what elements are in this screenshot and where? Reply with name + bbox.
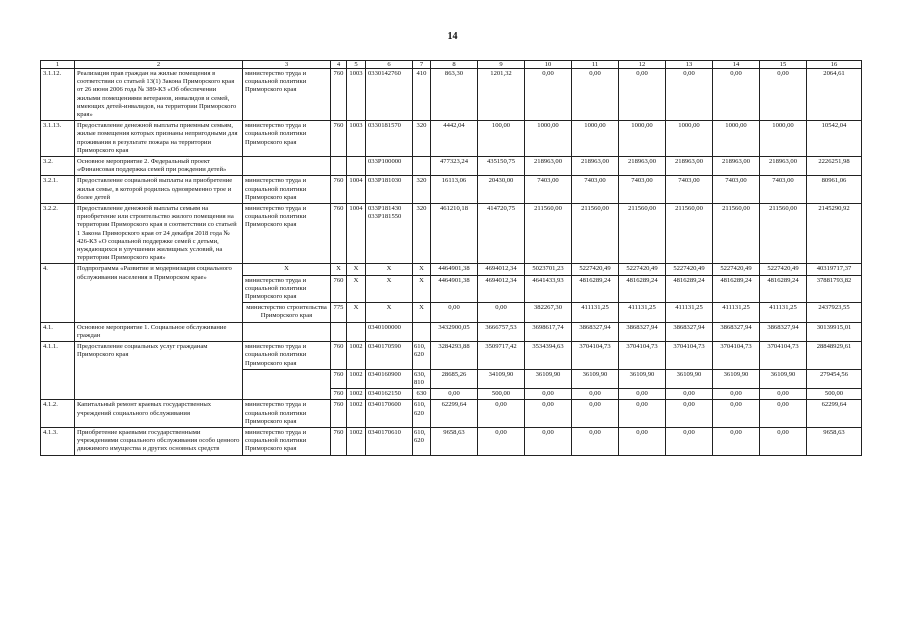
total-amount-cell: 2145290,92 [807, 204, 862, 264]
amount-cell: 62299,64 [431, 400, 478, 428]
total-amount-cell: 2226251,98 [807, 157, 862, 176]
amount-cell: 477323,24 [431, 157, 478, 176]
amount-cell: 0,00 [525, 389, 572, 400]
amount-cell: 0,00 [666, 389, 713, 400]
amount-cell: 3704104,73 [760, 342, 807, 370]
column-header: 10 [525, 61, 572, 69]
table-row [41, 322, 862, 341]
amount-cell: 0,00 [431, 389, 478, 400]
grbs-code: 760 [331, 275, 347, 303]
amount-cell: 7403,00 [619, 176, 666, 204]
amount-cell: 0,00 [619, 400, 666, 428]
expense-type-code: 610, 620 [413, 342, 431, 370]
column-header: 12 [619, 61, 666, 69]
grbs-code: 760 [331, 369, 347, 388]
amount-cell: 5227420,49 [760, 264, 807, 275]
row-number: 4. [41, 264, 75, 322]
measure-description: Приобретение краевыми государственными учреждениями социального обслуживания особо ценного движимого имущества и других основных средств [75, 427, 243, 455]
responsible-executor: министерство строительства Приморского края [243, 303, 331, 322]
amount-cell: 0,00 [572, 389, 619, 400]
row-number: 4.1.1. [41, 342, 75, 400]
amount-cell: 3432900,05 [431, 322, 478, 341]
amount-cell: 435150,75 [478, 157, 525, 176]
total-amount-cell: 10542,04 [807, 121, 862, 157]
amount-cell: 414720,75 [478, 204, 525, 264]
section-code: 1002 [347, 389, 366, 400]
total-amount-cell: 37881793,82 [807, 275, 862, 303]
amount-cell: 0,00 [525, 69, 572, 121]
amount-cell: 4816289,24 [760, 275, 807, 303]
amount-cell: 0,00 [525, 400, 572, 428]
total-amount-cell: 30139915,01 [807, 322, 862, 341]
amount-cell: 36109,90 [619, 369, 666, 388]
column-header: 9 [478, 61, 525, 69]
section-code: 1003 [347, 121, 366, 157]
amount-cell: 1000,00 [572, 121, 619, 157]
column-header: 6 [366, 61, 413, 69]
section-code: 1004 [347, 204, 366, 264]
amount-cell: 5227420,49 [666, 264, 713, 275]
amount-cell: 4816289,24 [713, 275, 760, 303]
amount-cell: 0,00 [713, 389, 760, 400]
grbs-code: 760 [331, 121, 347, 157]
amount-cell: 218963,00 [572, 157, 619, 176]
amount-cell: 5227420,49 [713, 264, 760, 275]
measure-description: Капитальный ремонт краевых государственных учреждений социального обслуживания [75, 400, 243, 428]
responsible-executor: министерство труда и социальной политики Приморского края [243, 427, 331, 455]
amount-cell: 7403,00 [666, 176, 713, 204]
expense-type-code: 630 [413, 389, 431, 400]
amount-cell: 411131,25 [713, 303, 760, 322]
amount-cell: 4816289,24 [666, 275, 713, 303]
amount-cell: 218963,00 [666, 157, 713, 176]
amount-cell: 3868327,94 [619, 322, 666, 341]
section-code: 1002 [347, 400, 366, 428]
expense-type-code: 610, 620 [413, 400, 431, 428]
target-article-code: 0330181570 [366, 121, 413, 157]
amount-cell: 0,00 [666, 427, 713, 455]
target-article-code: X [366, 264, 413, 275]
amount-cell: 0,00 [572, 69, 619, 121]
amount-cell: 7403,00 [760, 176, 807, 204]
column-header: 14 [713, 61, 760, 69]
amount-cell: 411131,25 [760, 303, 807, 322]
amount-cell: 5227420,49 [572, 264, 619, 275]
total-amount-cell: 279454,56 [807, 369, 862, 388]
expense-type-code: 630, 810 [413, 369, 431, 388]
table-row [41, 264, 862, 275]
grbs-code: 760 [331, 176, 347, 204]
grbs-code: 760 [331, 204, 347, 264]
amount-cell: 34109,90 [478, 369, 525, 388]
amount-cell: 0,00 [713, 69, 760, 121]
grbs-code: 760 [331, 69, 347, 121]
target-article-code: 0340100000 [366, 322, 413, 341]
amount-cell: 0,00 [666, 69, 713, 121]
grbs-code: 760 [331, 427, 347, 455]
amount-cell: 16113,06 [431, 176, 478, 204]
amount-cell: 863,30 [431, 69, 478, 121]
responsible-executor [243, 369, 331, 400]
column-header: 11 [572, 61, 619, 69]
column-header: 1 [41, 61, 75, 69]
amount-cell: 7403,00 [572, 176, 619, 204]
amount-cell: 3704104,73 [666, 342, 713, 370]
amount-cell: 36109,90 [666, 369, 713, 388]
amount-cell: 1000,00 [619, 121, 666, 157]
section-code: 1003 [347, 69, 366, 121]
target-article-code: 033P181430 033P181550 [366, 204, 413, 264]
amount-cell: 7403,00 [713, 176, 760, 204]
section-code: X [347, 303, 366, 322]
amount-cell: 4641433,93 [525, 275, 572, 303]
amount-cell: 382267,30 [525, 303, 572, 322]
amount-cell: 0,00 [619, 69, 666, 121]
target-article-code: 0340170610 [366, 427, 413, 455]
amount-cell: 5023701,23 [525, 264, 572, 275]
amount-cell: 3868327,94 [572, 322, 619, 341]
amount-cell: 4694012,34 [478, 275, 525, 303]
amount-cell: 411131,25 [619, 303, 666, 322]
total-amount-cell: 40319717,37 [807, 264, 862, 275]
amount-cell: 0,00 [760, 400, 807, 428]
expense-type-code: X [413, 264, 431, 275]
expense-type-code: 410 [413, 69, 431, 121]
responsible-executor: министерство труда и социальной политики Приморского края [243, 342, 331, 370]
responsible-executor [243, 322, 331, 341]
table-row [41, 427, 862, 455]
amount-cell: 1000,00 [760, 121, 807, 157]
amount-cell: 36109,90 [572, 369, 619, 388]
total-amount-cell: 28848929,61 [807, 342, 862, 370]
amount-cell: 20430,00 [478, 176, 525, 204]
amount-cell: 0,00 [431, 303, 478, 322]
amount-cell: 3509717,42 [478, 342, 525, 370]
column-header: 15 [760, 61, 807, 69]
row-number: 4.1.2. [41, 400, 75, 428]
section-code: 1002 [347, 427, 366, 455]
amount-cell: 3868327,94 [713, 322, 760, 341]
amount-cell: 5227420,49 [619, 264, 666, 275]
target-article-code: 0330142760 [366, 69, 413, 121]
column-header: 13 [666, 61, 713, 69]
measure-description: Предоставление денежной выплаты приемным семьям, жилые помещения которых признаны непригодными для проживания в результате пожара на территории Приморского края [75, 121, 243, 157]
measure-description: Предоставление социальной выплаты на приобретение жилья семье, в которой родились одновременно трое и более детей [75, 176, 243, 204]
amount-cell: 36109,90 [713, 369, 760, 388]
amount-cell: 4464901,38 [431, 264, 478, 275]
section-code [347, 157, 366, 176]
expense-type-code: 320 [413, 121, 431, 157]
expense-type-code: 610, 620 [413, 427, 431, 455]
total-amount-cell: 500,00 [807, 389, 862, 400]
amount-cell: 7403,00 [525, 176, 572, 204]
amount-cell: 211560,00 [666, 204, 713, 264]
table-row [41, 157, 862, 176]
row-number: 3.1.12. [41, 69, 75, 121]
amount-cell: 211560,00 [572, 204, 619, 264]
responsible-executor [243, 157, 331, 176]
expense-type-code: X [413, 275, 431, 303]
section-code: 1002 [347, 342, 366, 370]
row-number: 4.1.3. [41, 427, 75, 455]
target-article-code: 0340162150 [366, 389, 413, 400]
amount-cell: 4694012,34 [478, 264, 525, 275]
measure-description: Основное мероприятие 2. Федеральный проект «Финансовая поддержка семей при рождении детей» [75, 157, 243, 176]
amount-cell: 4464901,38 [431, 275, 478, 303]
table-row [41, 121, 862, 157]
amount-cell: 0,00 [713, 400, 760, 428]
expense-type-code [413, 322, 431, 341]
amount-cell: 3704104,73 [619, 342, 666, 370]
amount-cell: 218963,00 [619, 157, 666, 176]
table-row [41, 176, 862, 204]
table-row [41, 204, 862, 264]
page-number: 14 [447, 31, 458, 42]
amount-cell: 4816289,24 [619, 275, 666, 303]
expense-type-code: X [413, 303, 431, 322]
expense-type-code: 320 [413, 176, 431, 204]
grbs-code: 775 [331, 303, 347, 322]
amount-cell: 36109,90 [760, 369, 807, 388]
section-code [347, 322, 366, 341]
total-amount-cell: 2437923,55 [807, 303, 862, 322]
amount-cell: 211560,00 [760, 204, 807, 264]
amount-cell: 3534394,63 [525, 342, 572, 370]
grbs-code: 760 [331, 389, 347, 400]
amount-cell: 0,00 [760, 389, 807, 400]
amount-cell: 28685,26 [431, 369, 478, 388]
grbs-code [331, 322, 347, 341]
amount-cell: 0,00 [760, 427, 807, 455]
amount-cell: 4442,04 [431, 121, 478, 157]
column-header: 3 [243, 61, 331, 69]
grbs-code: 760 [331, 400, 347, 428]
row-number: 4.1. [41, 322, 75, 341]
amount-cell: 3868327,94 [666, 322, 713, 341]
amount-cell: 4816289,24 [572, 275, 619, 303]
target-article-code: 0340170600 [366, 400, 413, 428]
total-amount-cell: 9658,63 [807, 427, 862, 455]
amount-cell: 218963,00 [713, 157, 760, 176]
responsible-executor: министерство труда и социальной политики Приморского края [243, 400, 331, 428]
amount-cell: 461210,18 [431, 204, 478, 264]
amount-cell: 0,00 [760, 69, 807, 121]
amount-cell: 411131,25 [572, 303, 619, 322]
amount-cell: 3698617,74 [525, 322, 572, 341]
responsible-executor: министерство труда и социальной политики Приморского края [243, 176, 331, 204]
amount-cell: 3704104,73 [713, 342, 760, 370]
column-header: 4 [331, 61, 347, 69]
amount-cell: 0,00 [478, 427, 525, 455]
amount-cell: 218963,00 [525, 157, 572, 176]
column-header: 2 [75, 61, 243, 69]
expense-type-code: 320 [413, 204, 431, 264]
amount-cell: 0,00 [713, 427, 760, 455]
table-row [41, 342, 862, 370]
section-code: X [347, 264, 366, 275]
amount-cell: 3284293,88 [431, 342, 478, 370]
measure-description: Предоставление социальных услуг гражданам Приморского края [75, 342, 243, 400]
total-amount-cell: 62299,64 [807, 400, 862, 428]
target-article-code: X [366, 275, 413, 303]
target-article-code: 033P181030 [366, 176, 413, 204]
amount-cell: 1000,00 [666, 121, 713, 157]
responsible-executor: министерство труда и социальной политики Приморского края [243, 204, 331, 264]
grbs-code [331, 157, 347, 176]
amount-cell: 0,00 [478, 303, 525, 322]
total-amount-cell: 2064,61 [807, 69, 862, 121]
amount-cell: 0,00 [619, 427, 666, 455]
amount-cell: 3868327,94 [760, 322, 807, 341]
amount-cell: 0,00 [572, 400, 619, 428]
amount-cell: 36109,90 [525, 369, 572, 388]
amount-cell: 3704104,73 [572, 342, 619, 370]
column-header: 16 [807, 61, 862, 69]
total-amount-cell: 80961,06 [807, 176, 862, 204]
budget-table [40, 60, 862, 456]
amount-cell: 0,00 [478, 400, 525, 428]
amount-cell: 218963,00 [760, 157, 807, 176]
amount-cell: 500,00 [478, 389, 525, 400]
row-number: 3.2.1. [41, 176, 75, 204]
section-code: X [347, 275, 366, 303]
amount-cell: 1201,32 [478, 69, 525, 121]
amount-cell: 0,00 [666, 400, 713, 428]
responsible-executor: министерство труда и социальной политики Приморского края [243, 275, 331, 303]
responsible-executor: X [243, 264, 331, 275]
table-row [41, 400, 862, 428]
row-number: 3.1.13. [41, 121, 75, 157]
amount-cell: 9658,63 [431, 427, 478, 455]
amount-cell: 211560,00 [619, 204, 666, 264]
amount-cell: 0,00 [525, 427, 572, 455]
column-number-row [41, 61, 862, 69]
column-header: 8 [431, 61, 478, 69]
measure-description: Реализация прав граждан на жилые помещения в соответствии со статьей 13(1) Закона Приморского края от 26 июня 2006 года № 389-КЗ «Об обеспечении жилыми помещениями ветеранов, инвалидов и семей, имеющих детей-инвалидов, на территории Приморского края» [75, 69, 243, 121]
column-header: 7 [413, 61, 431, 69]
amount-cell: 211560,00 [713, 204, 760, 264]
amount-cell: 0,00 [619, 389, 666, 400]
section-code: 1002 [347, 369, 366, 388]
amount-cell: 1000,00 [525, 121, 572, 157]
grbs-code: X [331, 264, 347, 275]
amount-cell: 211560,00 [525, 204, 572, 264]
grbs-code: 760 [331, 342, 347, 370]
column-header: 5 [347, 61, 366, 69]
amount-cell: 0,00 [572, 427, 619, 455]
amount-cell: 100,00 [478, 121, 525, 157]
target-article-code: X [366, 303, 413, 322]
target-article-code: 033P100000 [366, 157, 413, 176]
amount-cell: 1000,00 [713, 121, 760, 157]
target-article-code: 0340160900 [366, 369, 413, 388]
measure-description: Основное мероприятие 1. Социальное обслуживание граждан [75, 322, 243, 341]
amount-cell: 3666757,53 [478, 322, 525, 341]
row-number: 3.2.2. [41, 204, 75, 264]
section-code: 1004 [347, 176, 366, 204]
responsible-executor: министерство труда и социальной политики Приморского края [243, 69, 331, 121]
expense-type-code [413, 157, 431, 176]
measure-description: Подпрограмма «Развитие и модернизация социального обслуживания населения в Приморском крае» [75, 264, 243, 322]
responsible-executor: министерство труда и социальной политики Приморского края [243, 121, 331, 157]
measure-description: Предоставление денежной выплаты семьям на приобретение или строительство жилого помещения на территории Приморского края в соответствии со статьей 1 Закона Приморского края от 24 декабря 2018 года № 426-КЗ «О социальной поддержке семей с детьми, нуждающихся в улучшении жилищных условий, на территории Приморского края» [75, 204, 243, 264]
table-row [41, 69, 862, 121]
amount-cell: 411131,25 [666, 303, 713, 322]
target-article-code: 0340170590 [366, 342, 413, 370]
row-number: 3.2. [41, 157, 75, 176]
